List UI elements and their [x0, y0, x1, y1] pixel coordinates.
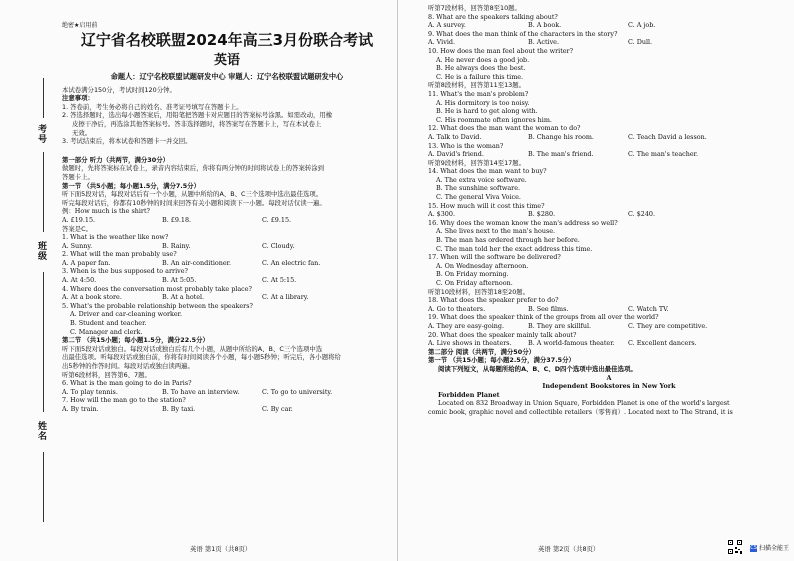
segment-heading: 听第7段材料，回答第8至10题。: [428, 4, 521, 12]
class-label: 班级: [38, 242, 48, 262]
question-9-options: [428, 38, 790, 47]
option-c[interactable]: C. By car.: [262, 404, 293, 413]
option-a[interactable]: A. A paper fan.: [62, 258, 111, 267]
option-c[interactable]: C. $240.: [628, 210, 656, 219]
question-1: 1. What is the weather like now?: [62, 233, 169, 242]
option-a[interactable]: A. They are easy-going.: [428, 321, 505, 330]
option-a[interactable]: A. By train.: [62, 404, 99, 413]
option-a[interactable]: A. Live shows in theaters.: [428, 339, 512, 348]
option-b[interactable]: B. A world-famous theater.: [528, 339, 615, 348]
option-b[interactable]: B. Active.: [528, 38, 559, 47]
option-b[interactable]: B. He always does the best.: [436, 64, 526, 73]
option-b[interactable]: B. They are skillful.: [528, 321, 592, 330]
segment-heading: 听第9段材料，回答第14至17题。: [428, 158, 526, 167]
option-c[interactable]: C. Teach David a lesson.: [628, 132, 707, 141]
exam-page-2: [397, 0, 794, 561]
page-1-footer: 英语 第1页（共8页）: [190, 545, 252, 553]
part1-desc: 做题时，先将答案标在试卷上，录音内容结束后，你将有两分钟的时间将试卷上的答案转涂到: [62, 164, 325, 173]
question-7-options: [62, 405, 392, 414]
option-a[interactable]: A. His dormitory is too noisy.: [436, 98, 530, 107]
page-2-content: [428, 4, 790, 417]
option-b[interactable]: B. He is hard to get along with.: [436, 107, 538, 116]
option-a[interactable]: A. Driver and car-cleaning worker.: [70, 310, 183, 319]
option-b[interactable]: B. Student and teacher.: [70, 319, 147, 328]
scanner-watermark: [750, 543, 789, 552]
question-20: 20. What does the speaker mainly talk about?: [428, 330, 577, 339]
option-a[interactable]: A. £19.15.: [62, 215, 96, 224]
question-9: 9. What does the man think of the characters in the story?: [428, 29, 618, 38]
question-18-options: [428, 305, 790, 314]
option-c[interactable]: C. The general Viva Voice.: [436, 193, 521, 202]
option-c[interactable]: C. Watch TV.: [628, 304, 669, 313]
scanner-label: 扫描全能王: [758, 545, 789, 552]
option-b[interactable]: B. On Friday morning.: [436, 270, 509, 279]
store-name: Forbidden Planet: [438, 390, 500, 399]
subject-title: 英语: [213, 52, 240, 68]
question-19-options: [428, 322, 790, 331]
question-3: 3. When is the bus supposed to arrive?: [62, 267, 188, 276]
option-a[interactable]: A. Talk to David.: [428, 132, 482, 141]
question-17: 17. When will the software be delivered?: [428, 253, 561, 262]
option-a[interactable]: A. A survey.: [428, 21, 466, 30]
exam-intro: 本试卷满分150分，考试时间120分钟。: [62, 85, 176, 94]
exam-title: 辽宁省名校联盟2024年高三3月份联合考试: [80, 30, 374, 49]
option-a[interactable]: A. On Wednesday afternoon.: [436, 261, 529, 270]
option-b[interactable]: B. See films.: [528, 304, 569, 313]
name-label: 姓名: [38, 422, 48, 442]
notice-line: 无效。: [72, 128, 92, 137]
margin-line: [43, 78, 44, 118]
option-c[interactable]: C. Cloudy.: [262, 241, 295, 250]
margin-line: [43, 272, 44, 412]
question-14: 14. What does the man want to buy?: [428, 167, 547, 176]
option-a[interactable]: A. The extra voice software.: [436, 175, 527, 184]
notice-line: 3. 考试结束后，将本试卷和答题卡一并交回。: [62, 137, 192, 146]
exam-number-label: 考号: [38, 125, 48, 145]
option-c[interactable]: C. Excellent dancers.: [628, 339, 697, 348]
option-c[interactable]: C. An electric fan.: [262, 258, 321, 267]
question-11: 11. What's the man's problem?: [428, 89, 529, 98]
option-b[interactable]: B. A book.: [528, 21, 562, 30]
segment-heading: 听第10段材料，回答第18至20题。: [428, 287, 530, 296]
option-b[interactable]: B. Change his room.: [528, 132, 594, 141]
option-b[interactable]: B. At 5:05.: [162, 276, 197, 285]
section1-desc: 听完每段对话后，你都有10秒钟的时间来回答有关小题和阅读下一小题。每段对话仅读一遍。: [62, 198, 326, 207]
option-b[interactable]: B. $280.: [528, 210, 556, 219]
section1-desc: 听下面5段对话，每段对话后有一个小题，从题中所给的A、B、C三个选项中选出最佳选项。: [62, 190, 323, 199]
question-10: 10. How does the man feel about the writer?: [428, 46, 574, 55]
question-5: 5. What's the probable relationship between the speakers?: [62, 301, 253, 310]
student-info-margin: [0, 0, 60, 561]
option-b[interactable]: B. The sunshine software.: [436, 184, 521, 193]
question-3-options: [62, 276, 392, 285]
option-a[interactable]: A. Sunny.: [62, 241, 93, 250]
page-2-footer: 英语 第2页（共8页）: [538, 545, 600, 553]
option-c[interactable]: C. At 5:15.: [262, 276, 297, 285]
option-a[interactable]: A. Vivid.: [428, 38, 456, 47]
question-13-options: [428, 150, 790, 159]
section2-title: 第二节 （共15小题；每小题1.5分，满分22.5分）: [62, 336, 209, 345]
page-1-content: [62, 22, 392, 414]
notice-title: 注意事项：: [62, 94, 94, 103]
question-1-options: [62, 242, 392, 251]
example-question: 例：How much is the shirt?: [62, 207, 150, 216]
option-a[interactable]: A. At a book store.: [62, 293, 122, 302]
question-8-options: [428, 21, 790, 30]
question-6: 6. What is the man going to do in Paris?: [62, 379, 192, 388]
margin-line: [43, 152, 44, 232]
passage-line: comic book, graphic novel and collectible retailers（零售商）. Located next to The Strand, it is: [428, 407, 733, 416]
question-4: 4. Where does the conversation most probably take place?: [62, 284, 252, 293]
option-b[interactable]: B. By taxi.: [162, 404, 196, 413]
question-6-options: [62, 388, 392, 397]
question-4-options: [62, 293, 392, 302]
segment-heading: 听第8段材料，回答第11至13题。: [428, 81, 526, 90]
authors-line: 命题人：辽宁名校联盟试题研发中心 审题人：辽宁名校联盟试题研发中心: [110, 71, 344, 81]
question-15-options: [428, 210, 790, 219]
question-16: 16. Why does the woman know the man's address so well?: [428, 218, 618, 227]
question-12-options: [428, 133, 790, 142]
section1-title: 第一节 （共5小题；每小题1.5分，满分7.5分）: [62, 181, 200, 190]
option-b[interactable]: B. The man has ordered through her before.: [436, 236, 580, 245]
option-b[interactable]: B. The man's friend.: [528, 150, 594, 159]
margin-line: [43, 452, 44, 522]
option-c[interactable]: C. At a library.: [262, 293, 309, 302]
question-8: 8. What are the speakers talking about?: [428, 12, 558, 21]
question-13: 13. Who is the woman?: [428, 141, 504, 150]
passage-title: Independent Bookstores in New York: [542, 382, 676, 391]
option-a[interactable]: A. He never does a good job.: [436, 55, 530, 64]
option-c[interactable]: C. On Friday afternoon.: [436, 279, 513, 287]
option-a[interactable]: A. To play tennis.: [62, 387, 118, 396]
section2-desc: 出5秒钟的作答时间。每段对话或独白读两遍。: [62, 362, 194, 370]
part2-title: 第二部分 阅读（共两节，满分50分）: [428, 347, 535, 356]
section2-desc: 听第6段材料，回答第6、7题。: [62, 370, 151, 379]
section2-desc: 出最佳选项。听每段对话或独白前，你将有时间阅读各个小题，每小题5秒钟；听完后，各小题将给: [62, 353, 341, 362]
option-c[interactable]: C. They are competitive.: [628, 321, 708, 330]
option-a[interactable]: A. At 4:50.: [62, 276, 97, 285]
question-12: 12. What does the man want the woman to do?: [428, 124, 581, 133]
question-18: 18. What does the speaker prefer to do?: [428, 296, 559, 305]
option-b[interactable]: B. Rainy.: [162, 241, 191, 250]
option-c[interactable]: C. Dull.: [628, 38, 653, 47]
example-options: [62, 216, 392, 225]
option-a[interactable]: A. She lives next to the man's house.: [436, 227, 556, 236]
question-2: 2. What will the man probably use?: [62, 250, 177, 259]
part1-desc: 答题卡上。: [62, 172, 94, 181]
option-b[interactable]: B. To have an interview.: [162, 387, 240, 396]
option-c[interactable]: C. A job.: [628, 21, 656, 30]
question-15: 15. How much will it cost this time?: [428, 201, 545, 210]
notice-line: 1. 答卷前，考生务必将自己的姓名、准考证号填写在答题卡上。: [62, 102, 243, 111]
option-c[interactable]: C. He is a failure this time.: [436, 72, 524, 81]
cs-logo-icon: CS: [750, 545, 757, 551]
option-c[interactable]: C. Manager and clerk.: [70, 327, 143, 336]
passage-line: Located on 832 Broadway in Union Square, Forbidden Planet is one of the world's largest: [438, 399, 730, 408]
section2-desc: 听下面5段对话或独白。每段对话或独白后有几个小题，从题中所给的A、B、C三个选项中选: [62, 344, 323, 353]
option-b[interactable]: B. £9.18.: [162, 215, 192, 224]
option-c[interactable]: C. The man told her the exact address this time.: [436, 244, 593, 253]
option-c[interactable]: C. £9.15.: [262, 215, 292, 224]
question-19: 19. What does the speaker think of the groups from all over the world?: [428, 313, 659, 322]
qr-code-icon: [727, 539, 743, 555]
option-c[interactable]: C. His roommate often ignores him.: [436, 115, 552, 124]
passage-letter: A: [606, 373, 612, 382]
part2-desc: 阅读下列短文，从每题所给的A、B、C、D四个选项中选出最佳选项。: [438, 364, 637, 373]
question-20-options: [428, 339, 790, 348]
part2-section1-title: 第一节 （共15小题；每小题2.5分，满分37.5分）: [428, 356, 575, 365]
notice-line: 皮擦干净后，再选涂其他答案标号。答非选择题时，将答案写在答题卡上，写在本试卷上: [72, 119, 322, 128]
question-7: 7. How will the man go to the station?: [62, 396, 186, 405]
option-b[interactable]: B. An air-conditioner.: [162, 258, 232, 267]
option-a[interactable]: A. Go to theaters.: [428, 304, 486, 313]
option-a[interactable]: A. $300.: [428, 210, 455, 219]
notice-line: 2. 答选择题时，选出每小题答案后，用铅笔把答题卡对应题目的答案标号涂黑。如需改动，用橡: [62, 111, 333, 120]
example-answer: 答案是C。: [62, 224, 93, 233]
option-c[interactable]: C. The man's teacher.: [628, 150, 698, 159]
question-2-options: [62, 259, 392, 268]
option-b[interactable]: B. At a hotel.: [162, 293, 205, 302]
option-c[interactable]: C. To go to university.: [262, 387, 333, 396]
confidential-mark: 绝密★启用前: [62, 22, 98, 29]
part1-title: 第一部分 听力（共两节，满分30分）: [62, 155, 169, 164]
option-a[interactable]: A. David's friend.: [428, 150, 484, 159]
